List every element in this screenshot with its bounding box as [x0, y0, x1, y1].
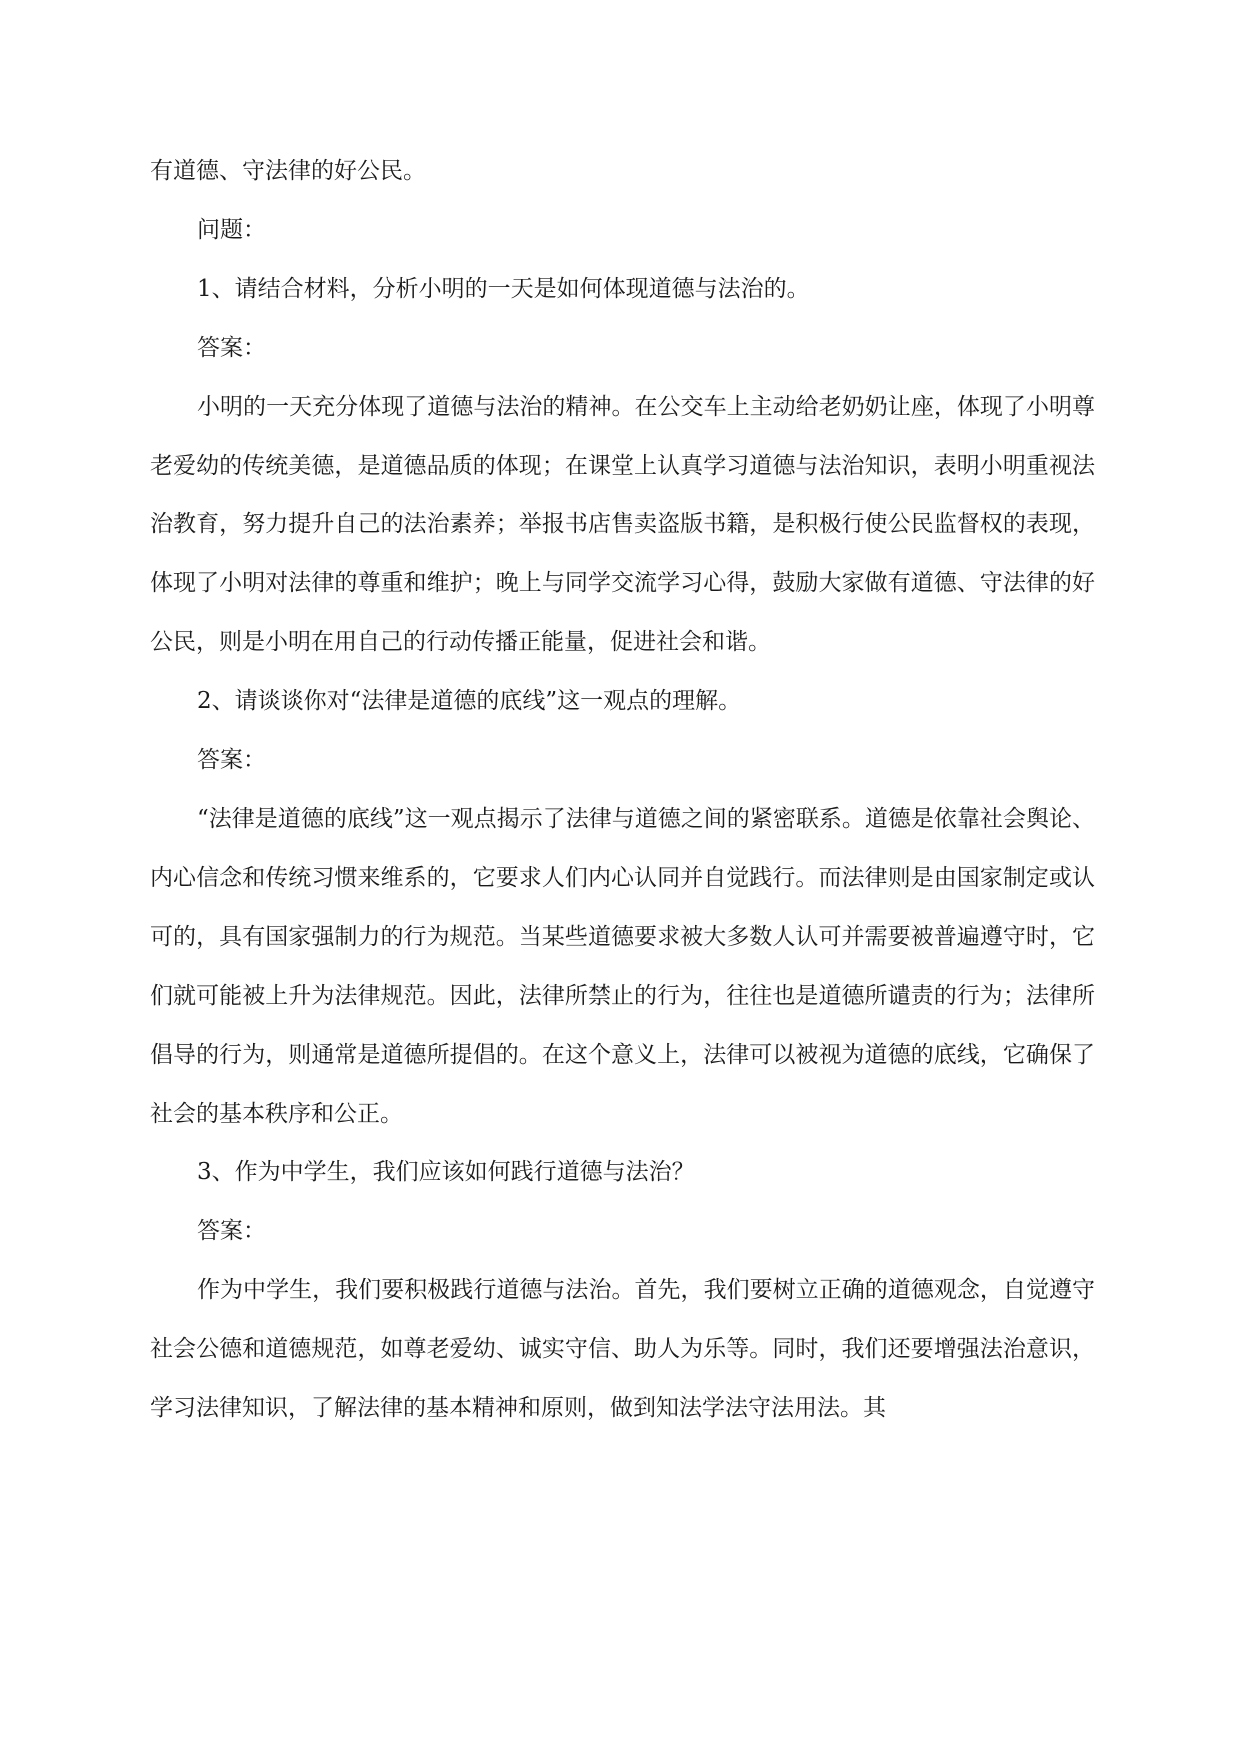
paragraph-continuation: 有道德、守法律的好公民。: [150, 158, 426, 184]
answer-3-text: 作为中学生，我们要积极践行道德与法治。首先，我们要树立正确的道德观念，自觉遵守社会公德和道德规范，如尊老爱幼、诚实守信、助人为乐等。同时，我们还要增强法治意识，学习法律知识，了解法律的基本精神和原则，做到知法学法守法用法。其: [150, 1277, 1095, 1422]
answer-1-label: 答案：: [197, 334, 266, 361]
answer-2-text: “法律是道德的底线”这一观点揭示了法律与道德之间的紧密联系。道德是依靠社会舆论、内心信念和传统习惯来维系的，它要求人们内心认同并自觉践行。而法律则是由国家制定或认可的，具有国家强制力的行为规范。当某些道德要求被大多数人认可并需要被普遍遵守时，它们就可能被上升为法律规范。因此，法律所禁止的行为，往往也是道德所谴责的行为；法律所倡导的行为，则通常是道德所提倡的。在这个意义上，法律可以被视为道德的底线，它确保了社会的基本秩序和公正。: [150, 805, 1095, 1127]
document-body: [150, 142, 1095, 1438]
answer-2-label: 答案：: [197, 747, 266, 774]
question-2: 2、请谈谈你对“法律是道德的底线”这一观点的理解。: [197, 688, 742, 715]
question-3: 3、作为中学生，我们应该如何践行道德与法治？: [197, 1159, 695, 1186]
answer-1-text: 小明的一天充分体现了道德与法治的精神。在公交车上主动给老奶奶让座，体现了小明尊老爱幼的传统美德，是道德品质的体现；在课堂上认真学习道德与法治知识，表明小明重视法治教育，努力提升自己的法治素养；举报书店售卖盗版书籍，是积极行使公民监督权的表现，体现了小明对法律的尊重和维护；晚上与同学交流学习心得，鼓励大家做有道德、守法律的好公民，则是小明在用自己的行动传播正能量，促进社会和谐。: [150, 393, 1095, 656]
answer-3-label: 答案：: [197, 1218, 266, 1245]
question-1: 1、请结合材料，分析小明的一天是如何体现道德与法治的。: [197, 275, 810, 302]
paragraph-questions-heading: 问题：: [197, 216, 266, 243]
